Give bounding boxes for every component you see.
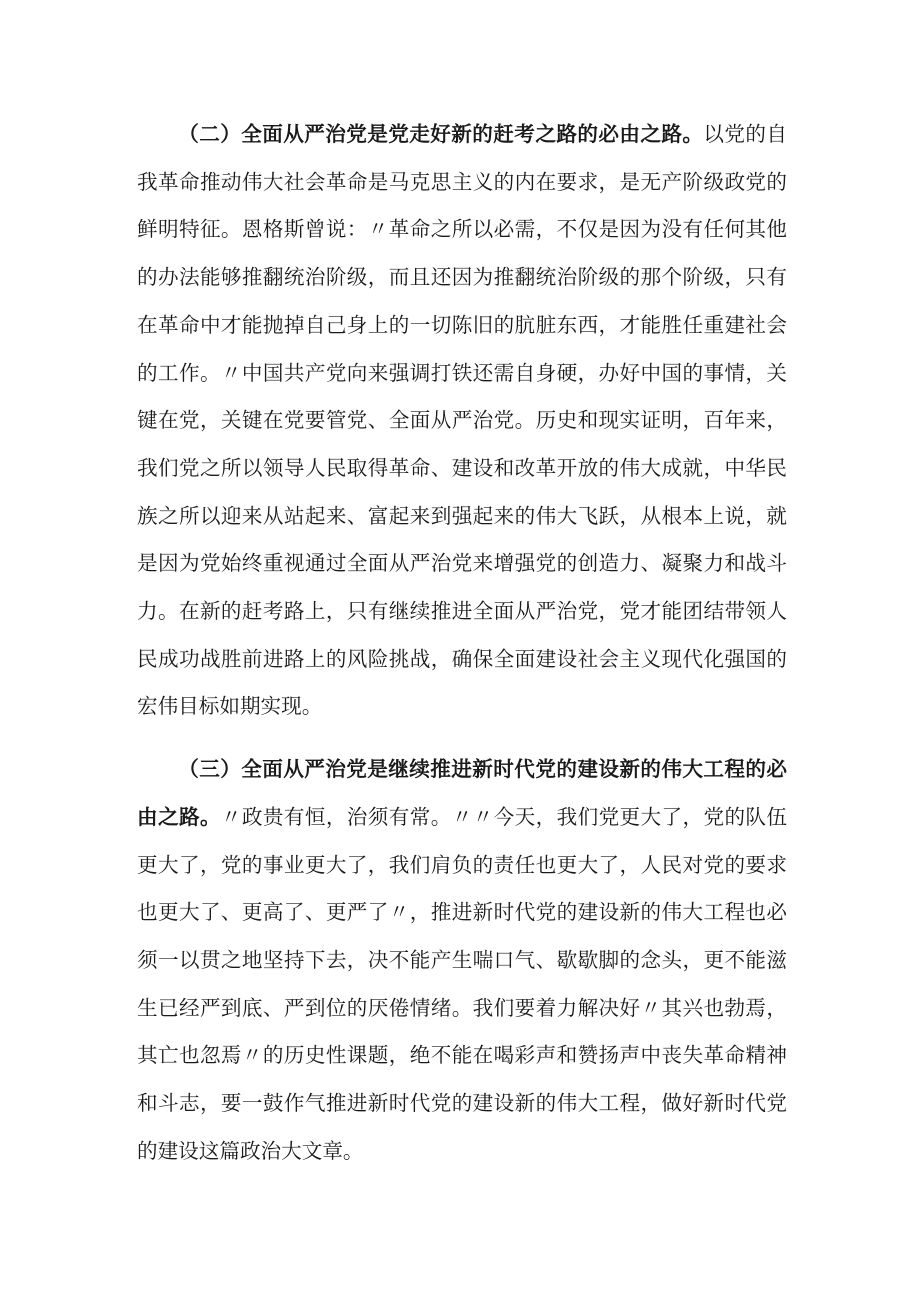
- paragraph-2-heading: （二）全面从严治党是党走好新的赶考之路的必由之路。: [178, 122, 704, 146]
- document-page: [137, 111, 787, 1175]
- paragraph-3-body: 〃政贵有恒，治须有常。〃〃今天，我们党更大了，党的队伍更大了，党的事业更大了，我们肩负的责任也更大了，人民对党的要求也更大了、更高了、更严了〃，推进新时代党的建设新的伟大工程也必须一以贯之地坚持下去，决不能产生喘口气、歇歇脚的念头，更不能滋生已经严到底、严到位的厌倦情绪。我们要着力解决好〃其兴也勃焉，其亡也忽焉〃的历史性课题，绝不能在喝彩声和赞扬声中丧失革命精神和斗志，要一鼓作气推进新时代党的建设新的伟大工程，做好新时代党的建设这篇政治大文章。: [137, 804, 787, 1163]
- paragraph-2-body: 以党的自我革命推动伟大社会革命是马克思主义的内在要求，是无产阶级政党的鲜明特征。恩格斯曾说：〃革命之所以必需，不仅是因为没有任何其他的办法能够推翻统治阶级，而且还因为推翻统治阶级的那个阶级，只有在革命中才能抛掉自己身上的一切陈旧的肮脏东西，才能胜任重建社会的工作。〃中国共产党向来强调打铁还需自身硬，办好中国的事情，关键在党，关键在党要管党、全面从严治党。历史和现实证明，百年来，我们党之所以领导人民取得革命、建设和改革开放的伟大成就，中华民族之所以迎来从站起来、富起来到强起来的伟大飞跃，从根本上说，就是因为党始终重视通过全面从严治党来增强党的创造力、凝聚力和战斗力。在新的赶考路上，只有继续推进全面从严治党，党才能团结带领人民成功战胜前进路上的风险挑战，确保全面建设社会主义现代化强国的宏伟目标如期实现。: [137, 122, 788, 719]
- paragraph-2: [137, 111, 787, 731]
- paragraph-3: [137, 746, 787, 1175]
- paragraph-3-heading: （三）全面从严治党是继续推进新时代党的建设新的伟大工程的必由之路。: [137, 757, 787, 829]
